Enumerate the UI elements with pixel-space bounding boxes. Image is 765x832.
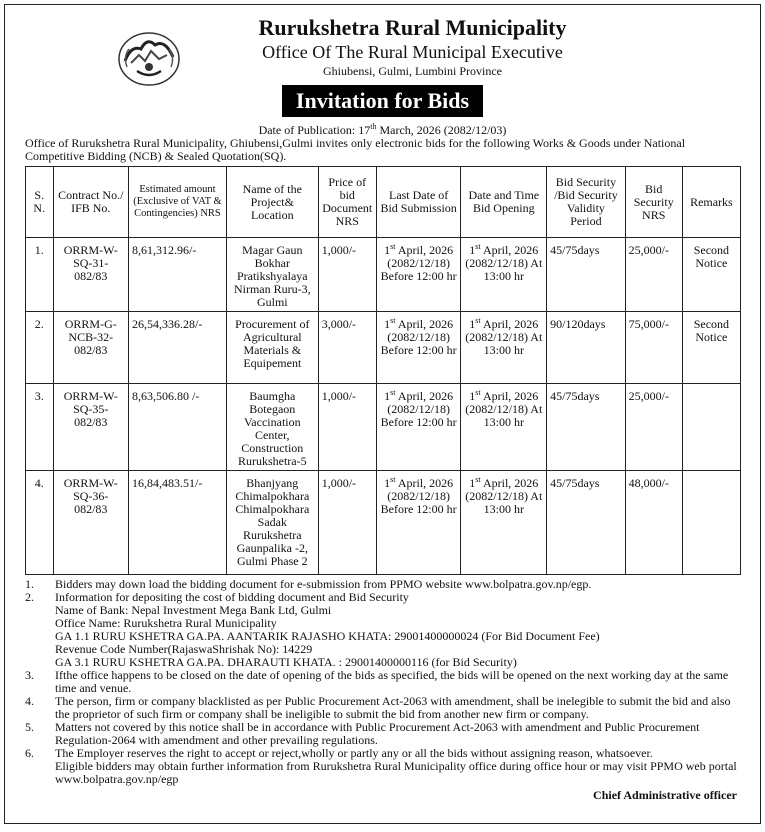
cell-remarks: [682, 384, 740, 471]
cell-project: Procurement of Agricultural Materials & Equipement: [226, 312, 318, 384]
cell-estimated: 8,63,506.80 /-: [129, 384, 227, 471]
cell-validity: 90/120days: [547, 312, 626, 384]
cell-opening: 1st April, 2026 (2082/12/18) At 13:00 hr: [461, 312, 547, 384]
cell-contract: ORRM-G-NCB-32-082/83: [53, 312, 128, 384]
cell-project: Bhanjyang Chimalpokhara Chimalpokhara Sadak Rurukshetra Gaunpalika -2, Gulmi Phase 2: [226, 471, 318, 575]
header-price: Price of bid Document NRS: [318, 167, 376, 238]
table-row: [26, 238, 741, 312]
cell-price: 3,000/-: [318, 312, 376, 384]
document-fee-account: GA 1.1 RURU KSHETRA GA.PA. AANTARIK RAJASHO KHATA: 29001400000024 (For Bid Document Fee): [55, 629, 600, 643]
cell-estimated: 16,84,483.51/-: [129, 471, 227, 575]
cell-project: Magar Gaun Bokhar Pratikshyalaya Nirman Ruru-3, Gulmi: [226, 238, 318, 312]
cell-remarks: [682, 471, 740, 575]
intro-text: Office of Rurukshetra Rural Municipality, Ghiubensi,Gulmi invites only electronic bids for the following Works & Goods under National Competitive Bidding (NCB) & Sealed Quotation(SQ).: [25, 136, 686, 163]
notes-list: [25, 578, 740, 786]
header-validity: Bid Security /Bid Security Validity Period: [547, 167, 626, 238]
list-item: 5. Matters not covered by this notice shall be in accordance with Public Procurement Act-2063 with amendment and Public Procurement Regulation-2064 with amendment and other prevailing regulations.: [25, 720, 700, 747]
table-row: [26, 312, 741, 384]
list-item: 1. Bidders may down load the bidding document for e-submission from PPMO website www.bolpatra.gov.np/egp.: [25, 577, 592, 591]
cell-price: 1,000/-: [318, 471, 376, 575]
cell-contract: ORRM-W-SQ-35-082/83: [53, 384, 128, 471]
cell-contract: ORRM-W-SQ-36-082/83: [53, 471, 128, 575]
cell-remarks: Second Notice: [682, 238, 740, 312]
cell-opening: 1st April, 2026 (2082/12/18) At 13:00 hr: [461, 238, 547, 312]
cell-security: 25,000/-: [625, 238, 682, 312]
cell-sn: 2.: [26, 312, 54, 384]
header-opening: Date and Time Bid Opening: [461, 167, 547, 238]
cell-sn: 1.: [26, 238, 54, 312]
cell-estimated: 26,54,336.28/-: [129, 312, 227, 384]
cell-validity: 45/75days: [547, 238, 626, 312]
bids-table: [25, 166, 741, 575]
cell-sn: 3.: [26, 384, 54, 471]
cell-security: 48,000/-: [625, 471, 682, 575]
header-sn: S. N.: [26, 167, 54, 238]
header-security: Bid Security NRS: [625, 167, 682, 238]
cell-price: 1,000/-: [318, 384, 376, 471]
notice-banner: Invitation for Bids: [282, 85, 483, 117]
cell-last-date: 1st April, 2026 (2082/12/18) Before 12:00 hr: [376, 384, 461, 471]
cell-sn: 4.: [26, 471, 54, 575]
cell-contract: ORRM-W-SQ-31-082/83: [53, 238, 128, 312]
header-last-date: Last Date of Bid Submission: [376, 167, 461, 238]
table-row: [26, 471, 741, 575]
header-remarks: Remarks: [682, 167, 740, 238]
bank-name: Name of Bank: Nepal Investment Mega Bank Ltd, Gulmi: [55, 603, 332, 617]
cell-estimated: 8,61,312.96/-: [129, 238, 227, 312]
cell-validity: 45/75days: [547, 384, 626, 471]
office-address: Ghiubensi, Gulmi, Lumbini Province: [323, 64, 502, 78]
cell-project: Baumgha Botegaon Vaccination Center, Construction Rurukshetra-5: [226, 384, 318, 471]
cell-last-date: 1st April, 2026 (2082/12/18) Before 12:00 hr: [376, 238, 461, 312]
list-item: 3. Ifthe office happens to be closed on the date of opening of the bids as specified, the bids will be opened on the next working day at the same time and venue.: [25, 668, 729, 695]
cell-opening: 1st April, 2026 (2082/12/18) At 13:00 hr: [461, 471, 547, 575]
bid-security-account: GA 3.1 RURU KSHETRA GA.PA. DHARAUTI KHATA. : 29001400000116 (for Bid Security): [55, 655, 517, 669]
header-estimated: Estimated amount (Exclusive of VAT & Contingencies) NRS: [129, 167, 227, 238]
list-item: 2. Information for depositing the cost of bidding document and Bid Security: [25, 590, 409, 604]
list-item: 4. The person, firm or company blacklisted as per Public Procurement Act-2063 with amendment, shall be inelegible to submit the bid and also the proprietor of such firm or company shall be ineligible to submit the bid from another new firm or company.: [25, 694, 731, 721]
office-name: Office Of The Rural Municipal Executive: [262, 42, 563, 62]
table-row: [26, 384, 741, 471]
account-office-name: Office Name: Rurukshetra Rural Municipality: [55, 616, 277, 630]
org-name: Rurukshetra Rural Municipality: [258, 15, 567, 40]
cell-security: 75,000/-: [625, 312, 682, 384]
list-item: 6. The Employer reserves the right to accept or reject,wholly or partly any or all the bids without assigning reason, whatsoever.: [25, 746, 653, 760]
signatory-title: Chief Administrative officer: [593, 788, 737, 802]
publication-date: Date of Publication: 17th March, 2026 (2082/12/03): [258, 122, 507, 137]
cell-price: 1,000/-: [318, 238, 376, 312]
cell-validity: 45/75days: [547, 471, 626, 575]
revenue-code: Revenue Code Number(RajaswaShrishak No): 14229: [55, 642, 313, 656]
cell-last-date: 1st April, 2026 (2082/12/18) Before 12:00 hr: [376, 312, 461, 384]
government-emblem-icon: [117, 27, 181, 87]
cell-opening: 1st April, 2026 (2082/12/18) At 13:00 hr: [461, 384, 547, 471]
cell-security: 25,000/-: [625, 384, 682, 471]
cell-remarks: Second Notice: [682, 312, 740, 384]
notice-page: [4, 4, 761, 824]
header-project: Name of the Project& Location: [226, 167, 318, 238]
table-header-row: [26, 167, 741, 238]
further-information: Eligible bidders may obtain further information from Rurukshetra Rural Municipality office during office hour or may visit PPMO web portal www.bolpatra.gov.np/egp: [55, 759, 737, 786]
header-contract: Contract No./ IFB No.: [53, 167, 128, 238]
cell-last-date: 1st April, 2026 (2082/12/18) Before 12:00 hr: [376, 471, 461, 575]
